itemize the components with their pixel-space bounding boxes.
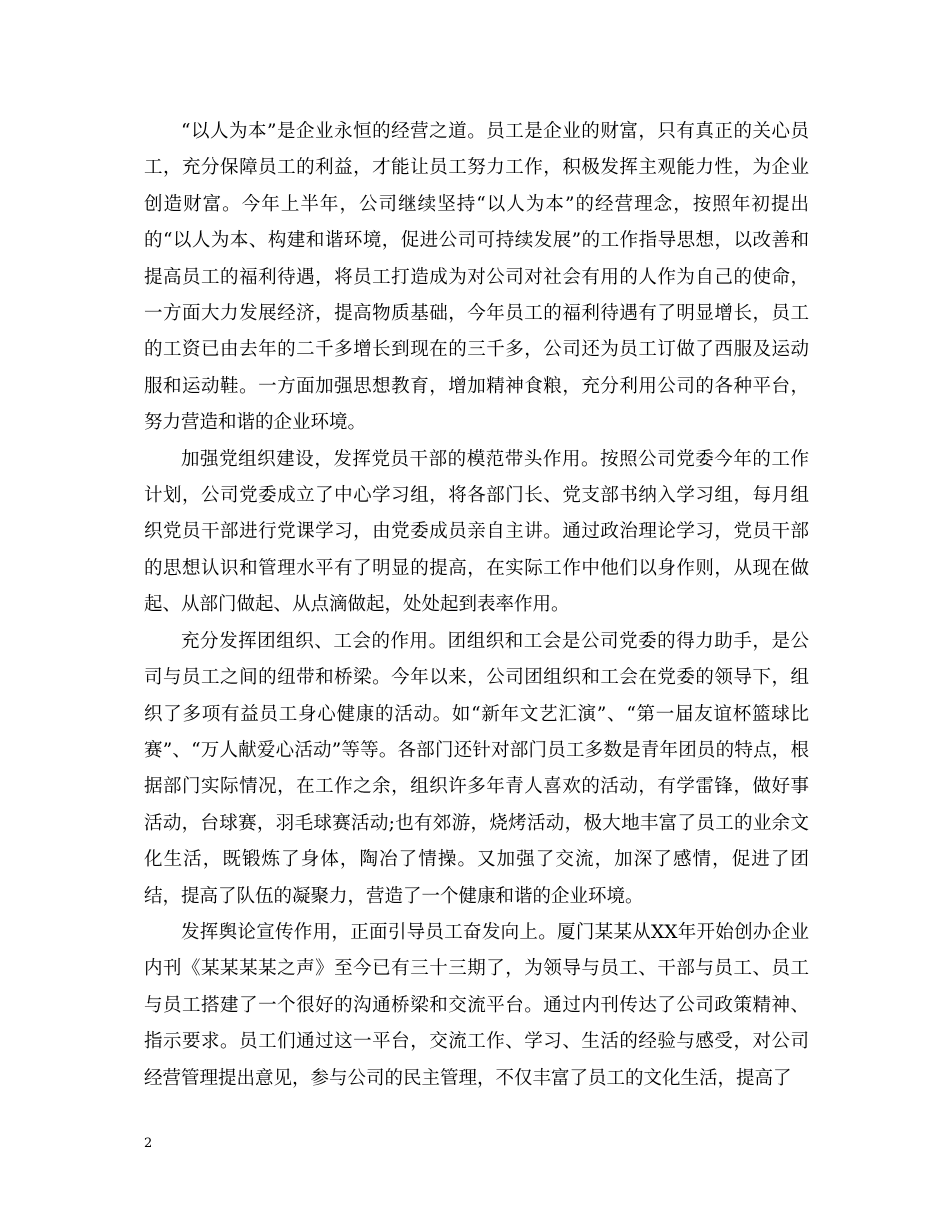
page-number: 2 [144, 1136, 153, 1151]
paragraph-people-oriented: “以人为本”是企业永恒的经营之道。员工是企业的财富，只有真正的关心员工，充分保障员工的利益，才能让员工努力工作，积极发挥主观能力性，为企业创造财富。今年上半年，公司继续坚持“以人为本”的经营理念，按照年初提出的“以人为本、构建和谐环境，促进公司可持续发展”的工作指导思想，以改善和提高员工的福利待遇，将员工打造成为对公司对社会有用的人作为自己的使命，一方面大力发展经济，提高物质基础，今年员工的福利待遇有了明显增长，员工的工资已由去年的二千多增长到现在的三千多，公司还为员工订做了西服及运动服和运动鞋。一方面加强思想教育，增加精神食粮，充分利用公司的各种平台，努力营造和谐的企业环境。 [144, 121, 809, 434]
paragraph-party-organization: 加强党组织建设，发挥党员干部的模范带头作用。按照公司党委今年的工作计划，公司党委成立了中心学习组，将各部门长、党支部书纳入学习组，每月组织党员干部进行党课学习，由党委成员亲自主讲。通过政治理论学习，党员干部的思想认识和管理水平有了明显的提高，在实际工作中他们以身作则，从现在做起、从部门做起、从点滴做起，处处起到表率作用。 [144, 448, 809, 616]
document-body [144, 114, 809, 1097]
paragraph-league-union: 充分发挥团组织、工会的作用。团组织和工会是公司党委的得力助手，是公司与员工之间的纽带和桥梁。今年以来，公司团组织和工会在党委的领导下，组织了多项有益员工身心健康的活动。如“新年文艺汇演”、“第一届友谊杯篮球比赛”、“万人献爱心活动”等等。各部门还针对部门员工多数是青年团员的特点，根据部门实际情况，在工作之余，组织许多年青人喜欢的活动，有学雷锋，做好事活动，台球赛，羽毛球赛活动;也有郊游，烧烤活动，极大地丰富了员工的业余文化生活，既锻炼了身体，陶冶了情操。又加强了交流，加深了感情，促进了团结，提高了队伍的凝聚力，营造了一个健康和谐的企业环境。 [144, 630, 809, 907]
paragraph-publicity: 发挥舆论宣传作用，正面引导员工奋发向上。厦门某某从XX年开始创办企业内刊《某某某某之声》至今已有三十三期了，为领导与员工、干部与员工、员工与员工搭建了一个很好的沟通桥梁和交流平台。通过内刊传达了公司政策精神、指示要求。员工们通过这一平台，交流工作、学习、生活的经验与感受，对公司经营管理提出意见，参与公司的民主管理，不仅丰富了员工的文化生活，提高了 [144, 921, 809, 1089]
